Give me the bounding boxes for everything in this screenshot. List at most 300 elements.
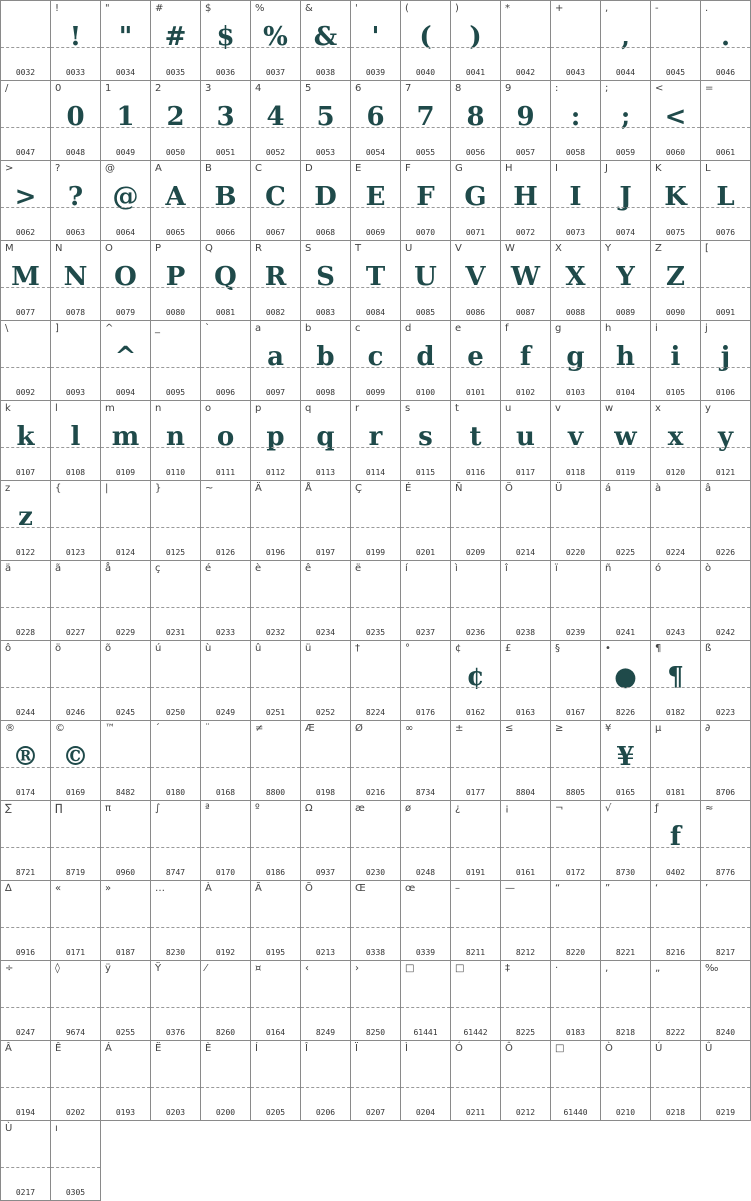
glyph-cell[interactable] [351,0,401,81]
glyph-sample [551,1055,600,1099]
glyph-cell[interactable] [101,801,151,881]
baseline-guide [701,527,750,528]
glyph-cell[interactable] [201,241,251,321]
character-code: 0125 [165,548,186,557]
glyph-cell[interactable] [0,1121,51,1201]
glyph-cell[interactable] [651,481,701,561]
glyph-sample [501,975,550,1019]
character-label: 0 [55,83,62,94]
glyph-cell[interactable] [201,0,251,81]
glyph-cell[interactable] [451,561,501,641]
character-label: 9 [505,83,512,94]
glyph-cell[interactable] [451,801,501,881]
glyph-cell[interactable] [151,801,201,881]
glyph-cell[interactable] [601,481,651,561]
glyph-cell[interactable] [251,0,301,81]
glyph-cell[interactable] [301,161,351,241]
glyph-cell[interactable] [151,81,201,161]
glyph-sample: b [316,342,335,372]
glyph-cell[interactable] [651,881,701,961]
glyph-cell[interactable] [201,641,251,721]
glyph-cell[interactable] [551,161,601,241]
baseline-guide [51,47,100,48]
glyph-cell[interactable] [451,401,501,481]
glyph-cell[interactable] [701,721,751,801]
glyph-sample [701,255,750,299]
glyph-cell[interactable] [51,481,101,561]
glyph-cell[interactable] [301,321,351,401]
glyph-cell[interactable] [601,1041,651,1121]
glyph-cell[interactable] [51,241,101,321]
glyph-sample [451,1055,500,1099]
glyph-sample: U [414,262,437,292]
character-code: 0248 [415,868,436,877]
glyph-cell[interactable] [301,481,351,561]
glyph-cell[interactable] [601,881,651,961]
glyph-cell[interactable] [501,161,551,241]
character-label: [ [705,243,709,254]
glyph-cell[interactable] [601,641,651,721]
glyph-cell[interactable] [0,721,51,801]
glyph-cell[interactable] [151,641,201,721]
character-label: Z [655,243,662,254]
glyph-cell[interactable] [51,641,101,721]
character-code: 0095 [165,388,186,397]
glyph-cell[interactable] [551,0,601,81]
glyph-cell[interactable] [701,481,751,561]
character-label: ∂ [705,723,711,734]
glyph-cell[interactable] [401,0,451,81]
glyph-cell[interactable] [351,961,401,1041]
glyph-cell[interactable] [151,721,201,801]
glyph-cell[interactable] [151,241,201,321]
glyph-cell[interactable] [451,881,501,961]
glyph-sample [501,815,550,859]
glyph-cell[interactable] [51,961,101,1041]
baseline-guide [701,207,750,208]
baseline-guide [501,287,550,288]
glyph-cell[interactable] [201,161,251,241]
baseline-guide [201,367,250,368]
glyph-cell[interactable] [151,881,201,961]
glyph-cell[interactable] [151,161,201,241]
glyph-cell[interactable] [201,401,251,481]
glyph-cell[interactable] [201,721,251,801]
glyph-sample: , [620,22,631,52]
baseline-guide [501,527,550,528]
glyph-cell[interactable] [701,321,751,401]
glyph-cell[interactable] [651,0,701,81]
character-code: 61441 [413,1028,438,1037]
baseline-guide [601,1087,650,1088]
glyph-cell[interactable] [51,1121,101,1201]
glyph-cell[interactable] [51,401,101,481]
glyph-cell[interactable] [401,81,451,161]
baseline-guide [301,47,350,48]
glyph-cell[interactable] [251,561,301,641]
glyph-sample [151,815,200,859]
glyph-cell[interactable] [251,641,301,721]
glyph-cell[interactable] [501,321,551,401]
glyph-cell[interactable] [501,81,551,161]
glyph-cell[interactable] [651,81,701,161]
glyph-cell[interactable] [401,721,451,801]
glyph-cell[interactable] [501,481,551,561]
character-label: å [105,563,112,574]
glyph-cell[interactable] [601,401,651,481]
character-label: ‚ [605,963,609,974]
glyph-cell[interactable] [701,881,751,961]
baseline-guide [401,127,450,128]
glyph-cell[interactable] [101,1041,151,1121]
glyph-sample [651,575,700,619]
glyph-cell[interactable] [301,81,351,161]
character-label: ∑ [5,803,12,814]
glyph-cell[interactable] [301,401,351,481]
glyph-cell[interactable] [101,161,151,241]
glyph-cell[interactable] [451,81,501,161]
glyph-cell[interactable] [351,401,401,481]
glyph-cell[interactable] [101,321,151,401]
glyph-cell[interactable] [51,561,101,641]
character-code: 0174 [15,788,36,797]
character-label: ] [55,323,59,334]
baseline-guide [651,607,700,608]
glyph-cell[interactable] [201,881,251,961]
glyph-cell[interactable] [601,801,651,881]
glyph-cell[interactable] [601,81,651,161]
glyph-cell[interactable] [351,481,401,561]
baseline-guide [551,767,600,768]
character-label: s [405,403,411,414]
glyph-cell[interactable] [0,801,51,881]
baseline-guide [601,1007,650,1008]
glyph-cell[interactable] [201,81,251,161]
glyph-cell[interactable] [51,321,101,401]
glyph-cell[interactable] [301,241,351,321]
glyph-cell[interactable] [301,1041,351,1121]
glyph-cell[interactable] [101,881,151,961]
baseline-guide [201,207,250,208]
glyph-cell[interactable] [551,241,601,321]
glyph-cell[interactable] [651,561,701,641]
glyph-cell[interactable] [601,561,651,641]
baseline-guide [101,47,150,48]
glyph-cell[interactable] [701,81,751,161]
glyph-cell[interactable] [651,321,701,401]
baseline-guide [251,1007,300,1008]
glyph-cell[interactable] [601,721,651,801]
character-label: Ø [355,723,363,734]
glyph-cell[interactable] [551,881,601,961]
glyph-cell[interactable] [201,961,251,1041]
glyph-sample [601,895,650,939]
glyph-cell[interactable] [651,801,701,881]
glyph-cell[interactable] [701,1041,751,1121]
glyph-cell[interactable] [351,161,401,241]
glyph-cell[interactable] [0,481,51,561]
glyph-sample [1,895,50,939]
character-code: 0168 [215,788,236,797]
glyph-sample: E [365,182,386,212]
glyph-cell[interactable] [101,641,151,721]
glyph-sample [701,495,750,539]
glyph-cell[interactable] [0,641,51,721]
glyph-cell[interactable] [251,881,301,961]
glyph-cell[interactable] [451,0,501,81]
glyph-cell[interactable] [101,81,151,161]
glyph-cell[interactable] [301,721,351,801]
glyph-cell[interactable] [401,481,451,561]
glyph-cell[interactable] [0,81,51,161]
glyph-cell[interactable] [451,1041,501,1121]
glyph-cell[interactable] [351,241,401,321]
glyph-cell[interactable] [51,721,101,801]
baseline-guide [601,927,650,928]
glyph-cell[interactable] [651,1041,701,1121]
glyph-cell[interactable] [551,561,601,641]
glyph-cell[interactable] [101,401,151,481]
glyph-cell[interactable] [551,1041,601,1121]
glyph-cell[interactable] [701,0,751,81]
glyph-cell[interactable] [401,161,451,241]
glyph-cell[interactable] [451,241,501,321]
glyph-cell[interactable] [251,81,301,161]
glyph-cell[interactable] [651,961,701,1041]
glyph-sample [51,495,100,539]
glyph-cell[interactable] [0,1041,51,1121]
glyph-cell[interactable] [401,961,451,1041]
glyph-cell[interactable] [0,161,51,241]
glyph-cell[interactable] [51,881,101,961]
glyph-cell[interactable] [0,0,51,81]
glyph-cell[interactable] [701,561,751,641]
baseline-guide [251,47,300,48]
baseline-guide [501,1087,550,1088]
glyph-cell[interactable] [0,961,51,1041]
glyph-sample [201,815,250,859]
glyph-cell[interactable] [551,401,601,481]
glyph-cell[interactable] [101,481,151,561]
glyph-cell[interactable] [551,481,601,561]
character-label: □ [555,1043,565,1054]
glyph-cell[interactable] [351,81,401,161]
glyph-sample: p [266,422,285,452]
glyph-cell[interactable] [251,961,301,1041]
character-label: ◊ [55,963,60,974]
glyph-cell[interactable] [251,481,301,561]
glyph-cell[interactable] [51,801,101,881]
glyph-sample: " [118,22,133,52]
character-code: 0090 [665,308,686,317]
glyph-cell[interactable] [351,721,401,801]
glyph-cell[interactable] [701,401,751,481]
glyph-cell[interactable] [0,321,51,401]
baseline-guide [51,687,100,688]
glyph-cell[interactable] [501,1041,551,1121]
glyph-cell[interactable] [601,161,651,241]
glyph-cell[interactable] [251,721,301,801]
glyph-cell[interactable] [151,481,201,561]
glyph-cell[interactable] [701,961,751,1041]
glyph-cell[interactable] [251,401,301,481]
glyph-sample: a [267,342,284,372]
baseline-guide [601,607,650,608]
glyph-sample [1,1135,50,1179]
glyph-cell[interactable] [501,561,551,641]
glyph-cell[interactable] [151,561,201,641]
glyph-cell[interactable] [651,161,701,241]
glyph-sample [301,495,350,539]
glyph-cell[interactable] [501,721,551,801]
glyph-cell[interactable] [601,241,651,321]
glyph-cell[interactable] [251,241,301,321]
glyph-sample [51,895,100,939]
glyph-cell[interactable] [501,961,551,1041]
character-code: 9674 [65,1028,86,1037]
glyph-sample: m [111,422,140,452]
glyph-cell[interactable] [101,241,151,321]
glyph-cell[interactable] [201,321,251,401]
glyph-cell[interactable] [151,321,201,401]
glyph-cell[interactable] [651,721,701,801]
glyph-cell[interactable] [401,241,451,321]
glyph-cell[interactable] [451,641,501,721]
glyph-cell[interactable] [351,321,401,401]
glyph-cell[interactable] [701,801,751,881]
glyph-cell[interactable] [551,801,601,881]
glyph-cell[interactable] [651,641,701,721]
glyph-cell[interactable] [401,561,451,641]
glyph-cell[interactable] [201,801,251,881]
glyph-cell[interactable] [151,0,201,81]
glyph-cell[interactable] [351,1041,401,1121]
glyph-sample [651,1055,700,1099]
baseline-guide [451,687,500,688]
character-code: 0199 [365,548,386,557]
glyph-sample [701,975,750,1019]
glyph-cell[interactable] [101,961,151,1041]
character-label: © [55,723,65,734]
glyph-cell[interactable] [451,481,501,561]
glyph-cell[interactable] [501,801,551,881]
glyph-cell[interactable] [51,1041,101,1121]
glyph-cell[interactable] [501,641,551,721]
glyph-cell[interactable] [351,641,401,721]
glyph-cell[interactable] [251,1041,301,1121]
glyph-cell[interactable] [451,161,501,241]
glyph-cell[interactable] [651,401,701,481]
glyph-cell[interactable] [301,0,351,81]
glyph-cell[interactable] [401,881,451,961]
character-code: 8721 [15,868,36,877]
character-code: 0040 [415,68,436,77]
glyph-cell[interactable] [401,401,451,481]
glyph-cell[interactable] [601,0,651,81]
glyph-cell[interactable] [201,561,251,641]
character-code: 8218 [615,1028,636,1037]
glyph-cell[interactable] [501,881,551,961]
glyph-cell[interactable] [601,321,651,401]
character-label: y [705,403,711,414]
glyph-cell[interactable] [0,881,51,961]
baseline-guide [51,127,100,128]
glyph-cell[interactable] [501,401,551,481]
character-code: 0109 [115,468,136,477]
glyph-cell[interactable] [51,81,101,161]
glyph-cell[interactable] [101,561,151,641]
glyph-cell[interactable] [201,1041,251,1121]
glyph-cell[interactable] [0,401,51,481]
glyph-cell[interactable] [0,241,51,321]
glyph-cell[interactable] [251,801,301,881]
glyph-cell[interactable] [551,321,601,401]
character-code: 0097 [265,388,286,397]
glyph-cell[interactable] [0,561,51,641]
glyph-cell[interactable] [451,721,501,801]
glyph-cell[interactable] [501,241,551,321]
glyph-cell[interactable] [201,481,251,561]
glyph-cell[interactable] [351,561,401,641]
glyph-cell[interactable] [301,961,351,1041]
glyph-cell[interactable] [351,881,401,961]
glyph-cell[interactable] [401,801,451,881]
glyph-cell[interactable] [651,241,701,321]
baseline-guide [351,687,400,688]
character-label: ç [155,563,161,574]
glyph-cell[interactable] [401,1041,451,1121]
glyph-cell[interactable] [151,401,201,481]
glyph-cell[interactable] [251,161,301,241]
glyph-sample [501,655,550,699]
glyph-cell[interactable] [301,801,351,881]
character-label: Ë [155,1043,162,1054]
glyph-cell[interactable] [101,721,151,801]
character-label: # [155,3,164,14]
glyph-cell[interactable] [451,961,501,1041]
glyph-cell[interactable] [351,801,401,881]
character-code: 0067 [265,228,286,237]
character-label: ^ [105,323,114,334]
character-code: 0036 [215,68,236,77]
glyph-cell[interactable] [451,321,501,401]
glyph-cell[interactable] [701,241,751,321]
glyph-cell[interactable] [401,641,451,721]
glyph-cell[interactable] [51,161,101,241]
glyph-cell[interactable] [251,321,301,401]
glyph-cell[interactable] [501,0,551,81]
glyph-cell[interactable] [551,641,601,721]
glyph-cell[interactable] [551,81,601,161]
glyph-cell[interactable] [601,961,651,1041]
glyph-cell[interactable] [51,0,101,81]
glyph-cell[interactable] [151,1041,201,1121]
glyph-cell[interactable] [301,641,351,721]
glyph-cell[interactable] [551,961,601,1041]
glyph-cell[interactable] [151,961,201,1041]
glyph-cell[interactable] [551,721,601,801]
glyph-cell[interactable] [101,0,151,81]
glyph-cell[interactable] [301,881,351,961]
character-label: √ [605,803,612,814]
glyph-cell[interactable] [701,641,751,721]
glyph-cell[interactable] [401,321,451,401]
character-code: 8730 [615,868,636,877]
glyph-cell[interactable] [701,161,751,241]
character-label: ⁄ [205,963,207,974]
glyph-cell[interactable] [301,561,351,641]
character-code: 0916 [15,948,36,957]
